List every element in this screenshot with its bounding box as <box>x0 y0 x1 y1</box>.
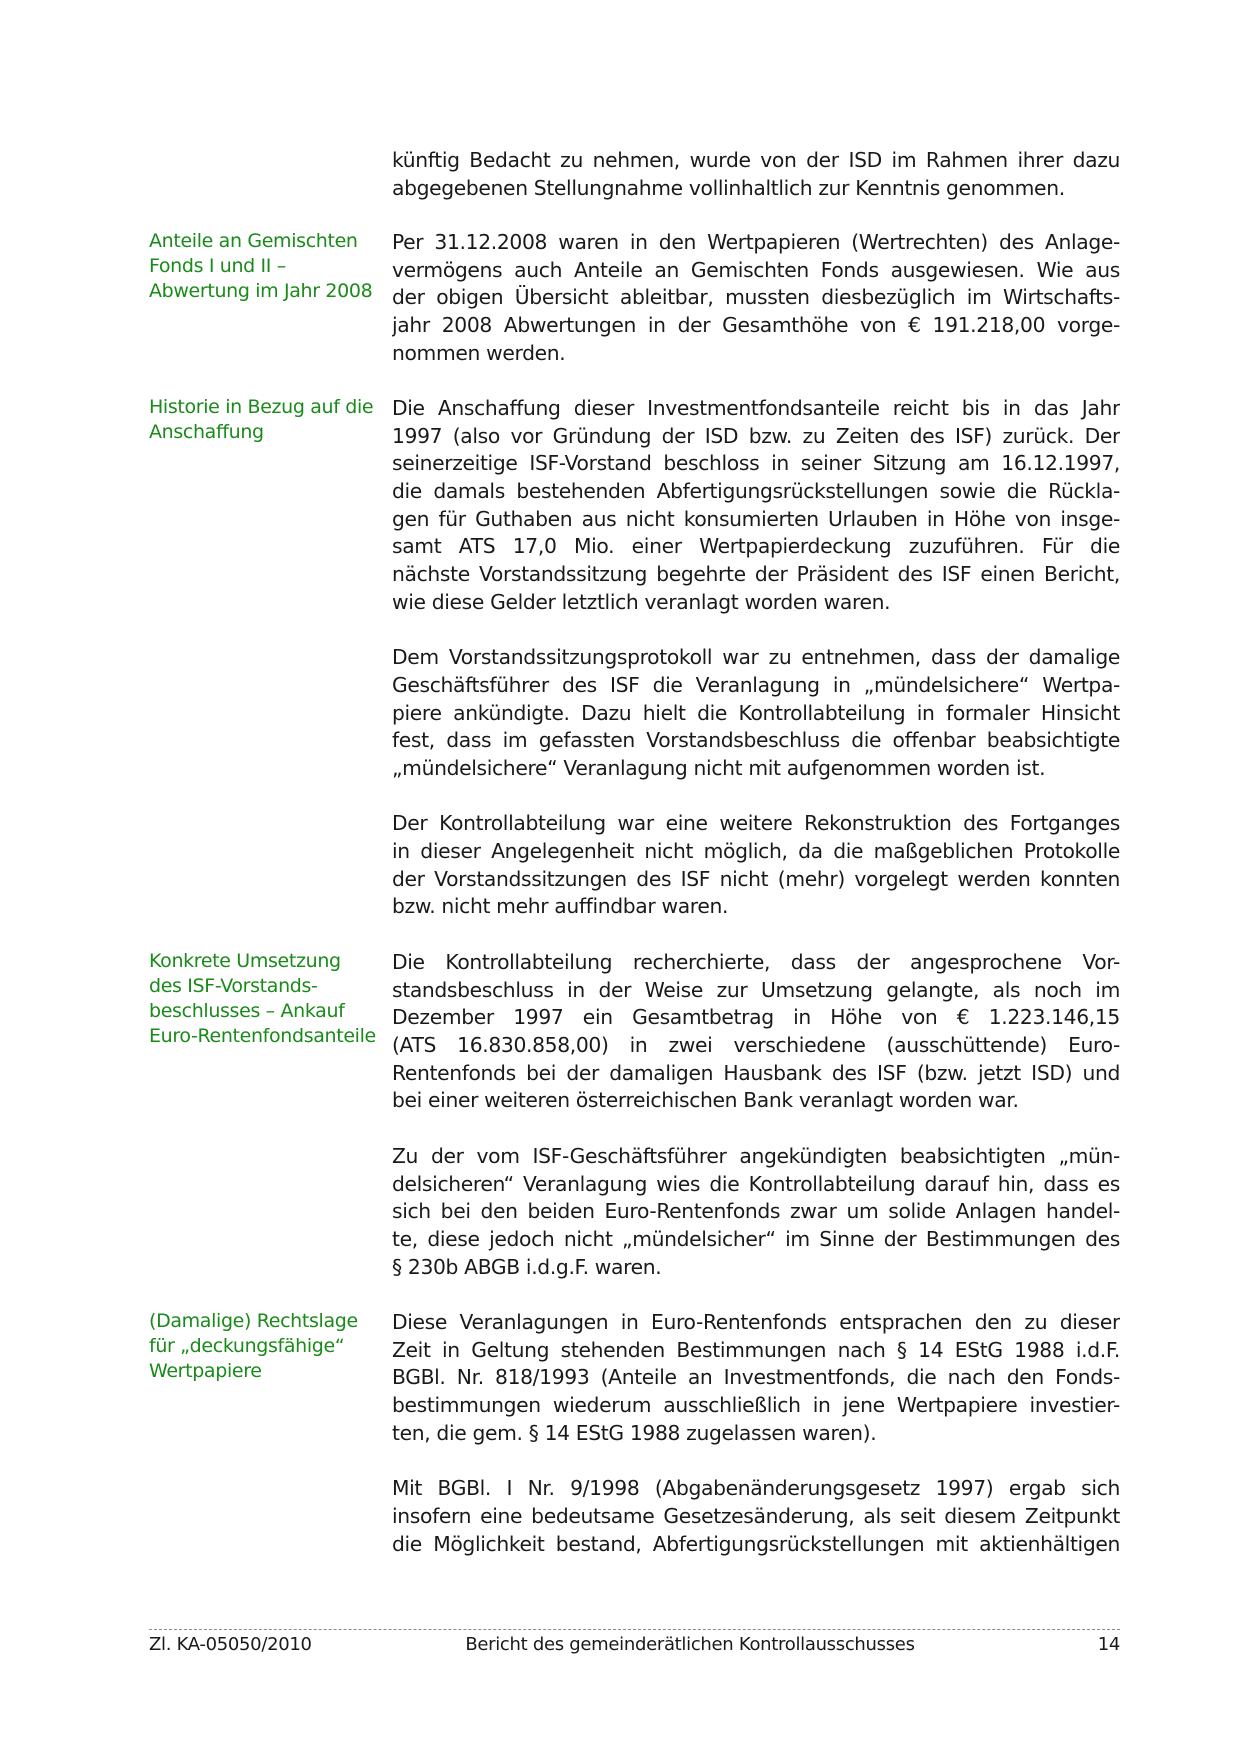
text-line: bei einer weiteren österreichischen Bank veranlagt worden war. <box>392 1088 1019 1113</box>
paragraph <box>392 1309 1120 1447</box>
text-line: nächste Vorstandssitzung begehrte der Präsident des ISF einen Bericht, <box>392 562 1120 587</box>
paragraph <box>392 229 1120 367</box>
side-heading: Historie in Bezug auf die Anschaffung <box>149 396 374 443</box>
paragraph <box>392 147 1120 202</box>
text-line: die Möglichkeit bestand, Abfertigungsrückstellungen mit aktienhältigen <box>392 1531 1120 1556</box>
side-heading: (Damalige) Rechtslage für „deckungsfähige“ Wertpapiere <box>149 1310 358 1382</box>
text-line: Geschäftsführer des ISF die Veranlagung in „mündelsichere“ Wertpa- <box>392 672 1120 697</box>
text-line: Zeit in Geltung stehenden Bestimmungen nach § 14 EStG 1988 i.d.F. <box>392 1337 1120 1362</box>
text-line: insofern eine bedeutsame Gesetzesänderung, als seit diesem Zeitpunkt <box>392 1503 1120 1528</box>
text-line: bestimmungen wiederum ausschließlich in jene Wertpapiere investier- <box>392 1393 1120 1418</box>
page-number: 14 <box>1097 1634 1120 1655</box>
text-line: standsbeschluss in der Weise zur Umsetzung gelangte, als noch im <box>392 977 1120 1002</box>
text-line: Mit BGBl. I Nr. 9/1998 (Abgabenänderungsgesetz 1997) ergab sich <box>392 1476 1120 1501</box>
text-line: nommen werden. <box>392 340 566 365</box>
text-line: seinerzeitige ISF-Vorstand beschloss in seiner Sitzung am 16.12.1997, <box>392 451 1120 476</box>
footer-divider <box>149 1629 1120 1630</box>
text-line: künftig Bedacht zu nehmen, wurde von der ISD im Rahmen ihrer dazu <box>392 148 1120 172</box>
paragraph <box>392 810 1120 921</box>
side-heading: Konkrete Umsetzung des ISF-Vorstands- beschlusses – Ankauf Euro-Rentenfondsanteile <box>149 950 376 1047</box>
text-line: der Vorstandssitzungen des ISF nicht (mehr) vorgelegt werden konnten <box>392 866 1120 891</box>
paragraph <box>392 949 1120 1115</box>
text-line: Per 31.12.2008 waren in den Wertpapieren (Wertrechten) des Anlage- <box>392 230 1120 254</box>
text-line: gen für Guthaben aus nicht konsumierten Urlauben in Höhe von insge- <box>392 506 1120 531</box>
text-line: te, diese jedoch nicht „mündelsicher“ im Sinne der Bestimmungen des <box>392 1226 1120 1251</box>
text-line: die damals bestehenden Abfertigungsrückstellungen sowie die Rückla- <box>392 479 1120 504</box>
text-line: 1997 (also vor Gründung der ISD bzw. zu Zeiten des ISF) zurück. Der <box>392 423 1120 448</box>
text-line: § 230b ABGB i.d.g.F. waren. <box>392 1254 662 1279</box>
text-line: Der Kontrollabteilung war eine weitere Rekonstruktion des Fortganges <box>392 811 1120 836</box>
paragraph <box>392 1143 1120 1281</box>
text-line: delsicheren“ Veranlagung wies die Kontrollabteilung darauf hin, dass es <box>392 1171 1120 1196</box>
text-line: der obigen Übersicht ableitbar, mussten diesbezüglich im Wirtschafts- <box>392 285 1120 310</box>
side-heading: Anteile an Gemischten Fonds I und II – Abwertung im Jahr 2008 <box>149 230 373 302</box>
text-line: jahr 2008 Abwertungen in der Gesamthöhe von € 191.218,00 vorge- <box>392 313 1120 338</box>
text-line: Rentenfonds bei der damaligen Hausbank des ISF (bzw. jetzt ISD) und <box>392 1060 1120 1085</box>
text-line: „mündelsichere“ Veranlagung nicht mit aufgenommen worden ist. <box>392 755 1046 780</box>
text-line: wie diese Gelder letztlich veranlagt worden waren. <box>392 589 891 614</box>
text-line: (ATS 16.830.858,00) in zwei verschiedene (ausschüttende) Euro- <box>392 1033 1120 1058</box>
paragraph <box>392 1475 1120 1558</box>
text-line: piere ankündigte. Dazu hielt die Kontrollabteilung in formaler Hinsicht <box>392 700 1120 725</box>
text-line: Zu der vom ISF-Geschäftsführer angekündigten beabsichtigten „mün- <box>392 1143 1120 1168</box>
text-line: samt ATS 17,0 Mio. einer Wertpapierdeckung zuzuführen. Für die <box>392 534 1120 559</box>
section-body <box>392 229 1120 367</box>
section-body <box>392 1309 1120 1558</box>
section-body <box>392 147 1120 202</box>
section-body <box>392 949 1120 1281</box>
text-line: in dieser Angelegenheit nicht möglich, da die maßgeblichen Protokolle <box>392 839 1120 863</box>
footer-reference: Zl. KA-05050/2010 <box>149 1634 312 1655</box>
text-line: BGBl. Nr. 818/1993 (Anteile an Investmentfonds, die nach den Fonds- <box>392 1365 1120 1390</box>
text-line: ten, die gem. § 14 EStG 1988 zugelassen waren). <box>392 1420 877 1445</box>
text-line: Dem Vorstandssitzungsprotokoll war zu entnehmen, dass der damalige <box>392 645 1120 670</box>
text-line: Die Kontrollabteilung recherchierte, dass der angesprochene Vor- <box>392 950 1120 974</box>
footer-title: Bericht des gemeinderätlichen Kontrollausschusses <box>465 1634 915 1655</box>
paragraph <box>392 395 1120 617</box>
text-line: Diese Veranlagungen in Euro-Rentenfonds entsprachen den zu dieser <box>392 1310 1120 1334</box>
text-line: Dezember 1997 ein Gesamtbetrag in Höhe von € 1.223.146,15 <box>392 1005 1120 1030</box>
text-line: vermögens auch Anteile an Gemischten Fonds ausgewiesen. Wie aus <box>392 257 1120 282</box>
section-body <box>392 395 1120 921</box>
text-line: Die Anschaffung dieser Investmentfondsanteile reicht bis in das Jahr <box>392 396 1120 420</box>
paragraph <box>392 644 1120 782</box>
text-line: bzw. nicht mehr auffindbar waren. <box>392 894 729 919</box>
text-line: abgegebenen Stellungnahme vollinhaltlich zur Kenntnis genommen. <box>392 175 1065 200</box>
text-line: sich bei den beiden Euro-Rentenfonds zwar um solide Anlagen handel- <box>392 1199 1120 1224</box>
text-line: fest, dass im gefassten Vorstandsbeschluss die offenbar beabsichtigte <box>392 728 1120 753</box>
